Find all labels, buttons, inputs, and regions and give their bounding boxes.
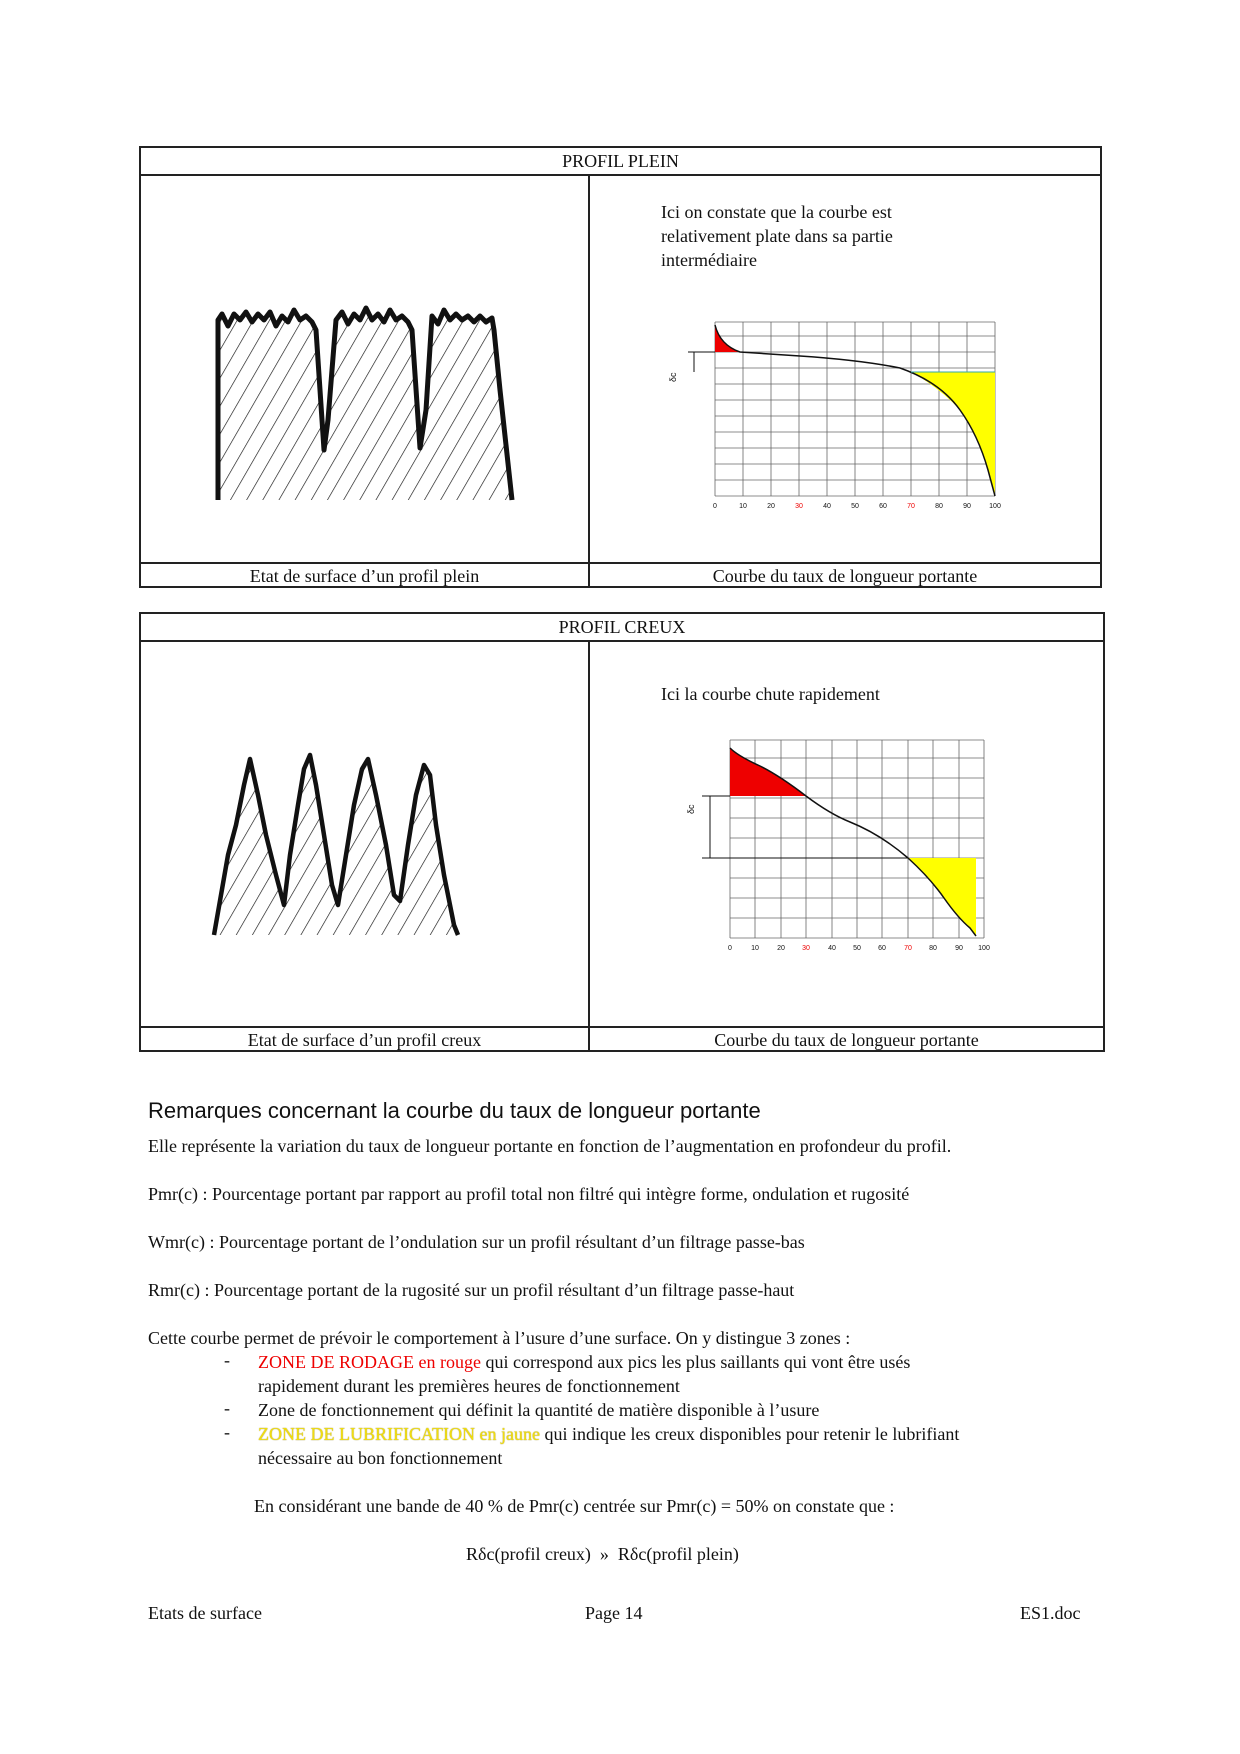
formula: Rδc(profil creux) » Rδc(profil plein) bbox=[466, 1544, 739, 1564]
tick-label: 10 bbox=[739, 503, 747, 510]
caption-left: Etat de surface d’un profil creux bbox=[247, 1030, 482, 1050]
panel-note: Ici la courbe chute rapidement bbox=[661, 684, 880, 704]
tick-label: 80 bbox=[935, 503, 943, 510]
grid bbox=[715, 322, 995, 496]
footer-filename: ES1.doc bbox=[1020, 1603, 1081, 1623]
profil-creux-drawing bbox=[200, 745, 560, 955]
profil-plein-drawing bbox=[200, 300, 560, 520]
tick-label: 0 bbox=[728, 945, 732, 952]
panel-title: PROFIL CREUX bbox=[141, 614, 1103, 642]
tick-label: 40 bbox=[823, 503, 831, 510]
tick-label: 10 bbox=[751, 945, 759, 952]
zone-fonctionnement-item: Zone de fonctionnement qui définit la quantité de matière disponible à l’usure bbox=[258, 1400, 820, 1420]
panel-title: PROFIL PLEIN bbox=[141, 148, 1100, 176]
wmr-definition: Wmr(c) : Pourcentage portant de l’ondulation sur un profil résultant d’un filtrage passe-bas bbox=[148, 1232, 805, 1252]
zone-lubrification-text: qui indique les creux disponibles pour retenir le lubrifiant bbox=[539, 1424, 960, 1444]
tick-label-highlight: 30 bbox=[795, 503, 803, 510]
x-axis-ticks bbox=[713, 503, 1001, 510]
tick-label: 50 bbox=[853, 945, 861, 952]
remarks-heading: Remarques concernant la courbe du taux de longueur portante bbox=[148, 1098, 761, 1123]
tick-label: 60 bbox=[878, 945, 886, 952]
zone-lubrification-item bbox=[258, 1422, 959, 1446]
tick-label: 90 bbox=[963, 503, 971, 510]
bullet-dash: - bbox=[224, 1350, 230, 1370]
zone-rodage-text: qui correspond aux pics les plus saillants qui vont être usés bbox=[480, 1352, 911, 1372]
remarks-intro: Elle représente la variation du taux de longueur portante en fonction de l’augmentation en profondeur du profil. bbox=[148, 1136, 952, 1156]
delta-label: δc bbox=[686, 804, 696, 814]
pmr-definition: Pmr(c) : Pourcentage portant par rapport au profil total non filtré qui intègre forme, ondulation et rugosité bbox=[148, 1184, 910, 1204]
zone-rodage-text-cont: rapidement durant les premières heures de fonctionnement bbox=[258, 1376, 680, 1396]
band-statement: En considérant une bande de 40 % de Pmr(c) centrée sur Pmr(c) = 50% on constate que : bbox=[254, 1496, 895, 1516]
profile-plein-area bbox=[218, 308, 512, 500]
caption-left: Etat de surface d’un profil plein bbox=[249, 566, 480, 586]
tick-label: 20 bbox=[777, 945, 785, 952]
tick-label: 100 bbox=[989, 503, 1001, 510]
tick-label-highlight: 70 bbox=[907, 503, 915, 510]
zone-rodage-item bbox=[258, 1350, 910, 1374]
tick-label-highlight: 70 bbox=[904, 945, 912, 952]
tick-label: 50 bbox=[851, 503, 859, 510]
zone-lubrification-label: ZONE DE LUBRIFICATION en jaune bbox=[258, 1424, 540, 1444]
column-divider bbox=[588, 174, 590, 586]
tick-label: 90 bbox=[955, 945, 963, 952]
tick-label-highlight: 30 bbox=[802, 945, 810, 952]
abbott-curve-creux bbox=[680, 738, 1010, 968]
panel-note: Ici on constate que la courbe est relativement plate dans sa partie intermédiaire bbox=[661, 202, 893, 270]
abbott-curve-plein bbox=[660, 320, 1020, 520]
lubrification-zone bbox=[911, 372, 995, 496]
rmr-definition: Rmr(c) : Pourcentage portant de la rugosité sur un profil résultant d’un filtrage passe-haut bbox=[148, 1280, 795, 1300]
tick-label: 40 bbox=[828, 945, 836, 952]
tick-label: 0 bbox=[713, 503, 717, 510]
tick-label: 80 bbox=[929, 945, 937, 952]
zone-rodage-label: ZONE DE RODAGE en rouge bbox=[258, 1352, 481, 1372]
column-divider bbox=[588, 640, 590, 1050]
bullet-dash: - bbox=[224, 1422, 230, 1442]
zones-intro: Cette courbe permet de prévoir le comportement à l’usure d’une surface. On y distingue 3 zones : bbox=[148, 1328, 851, 1348]
caption-right: Courbe du taux de longueur portante bbox=[714, 1030, 979, 1050]
delta-label: δc bbox=[668, 372, 678, 382]
tick-label: 60 bbox=[879, 503, 887, 510]
x-axis-ticks bbox=[728, 945, 990, 952]
footer-left: Etats de surface bbox=[148, 1603, 262, 1623]
tick-label: 100 bbox=[978, 945, 990, 952]
zone-lubrification-text-cont: nécessaire au bon fonctionnement bbox=[258, 1448, 503, 1468]
tick-label: 20 bbox=[767, 503, 775, 510]
footer-page-number: Page 14 bbox=[585, 1603, 643, 1623]
rodage-zone bbox=[730, 748, 806, 796]
bullet-dash: - bbox=[224, 1398, 230, 1418]
caption-right: Courbe du taux de longueur portante bbox=[712, 566, 978, 586]
